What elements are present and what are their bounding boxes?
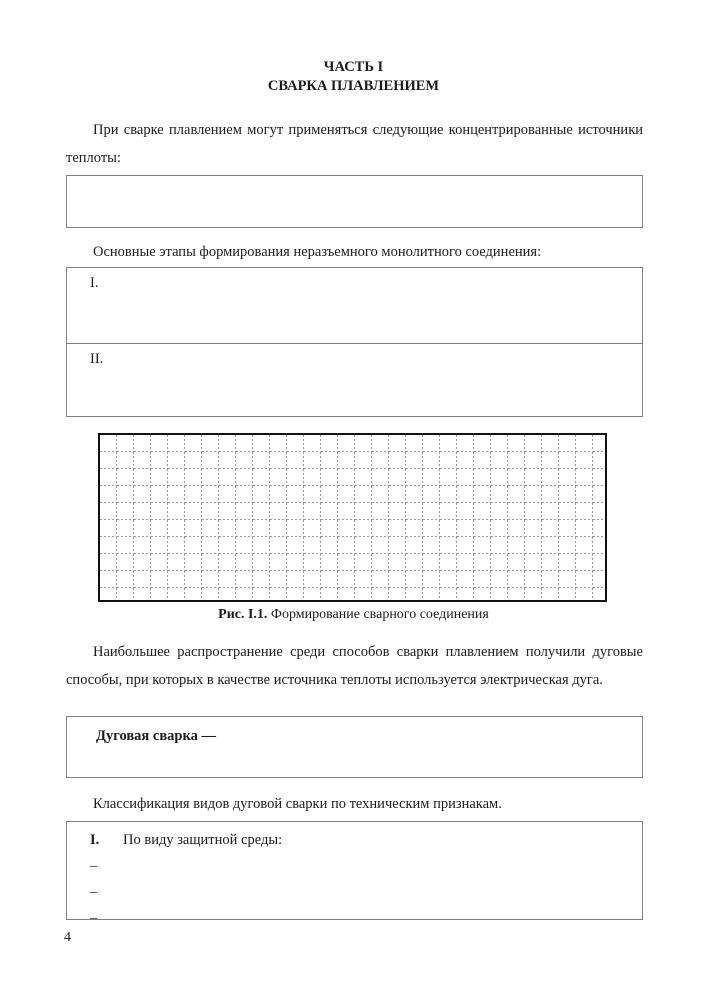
intro-paragraph: При сварке плавлением могут применяться следующие концентрированные источники теплоты: [66, 122, 643, 166]
page-title [0, 58, 707, 96]
answer-box-arc-definition [66, 716, 643, 778]
stage-two-label: II. [90, 351, 104, 367]
stage-one-label: I. [90, 275, 99, 291]
part-subtitle: СВАРКА ПЛАВЛЕНИЕМ [267, 78, 440, 94]
figure-caption [0, 605, 707, 625]
classification-item-text: По виду защитной среды: [123, 832, 283, 848]
stages-heading: Основные этапы формирования неразъемного монолитного соединения: [93, 244, 542, 260]
classification-dash-row: – [90, 858, 98, 874]
page-number: 4 [64, 930, 71, 945]
classification-dash-row: – [90, 910, 98, 926]
figure-caption-label: Рис. I.1. [218, 607, 268, 622]
classification-item-number: I. [90, 832, 100, 848]
part-title: ЧАСТЬ I [323, 59, 384, 75]
answer-box-classification [66, 821, 643, 926]
stage-two-section [67, 344, 642, 416]
classification-heading: Классификация видов дуговой сварки по техническим признакам. [93, 796, 502, 812]
classification-item [67, 822, 642, 853]
answer-box-stages [66, 267, 643, 417]
figure-drawing-grid [98, 433, 607, 602]
grid-pattern [100, 435, 605, 600]
figure-caption-text: Формирование сварного соединения [270, 607, 489, 622]
stage-one-section [67, 268, 642, 344]
arc-definition-label: Дуговая сварка — [96, 728, 216, 744]
arc-paragraph: Наибольшее распространение среди способов сварки плавлением получили дуговые способы, при которых в качестве источника теплоты используется электрическая дуга. [66, 644, 643, 688]
answer-box-heat-sources [66, 175, 643, 228]
classification-dash-row: – [90, 884, 98, 900]
